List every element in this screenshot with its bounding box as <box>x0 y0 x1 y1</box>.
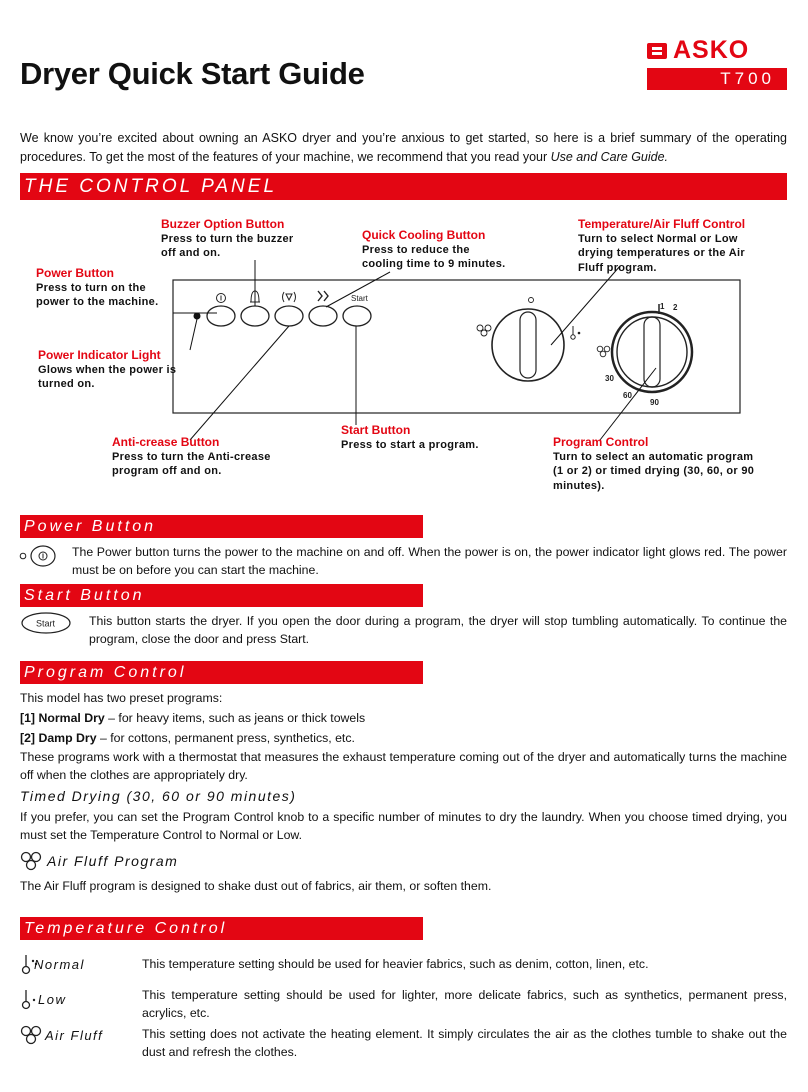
program-tick-2: 2 <box>673 303 678 312</box>
svg-text:Start: Start <box>36 618 56 629</box>
asko-logo-icon <box>647 41 667 61</box>
power-icon <box>217 294 226 303</box>
program-tick-60: 60 <box>623 391 632 400</box>
power-indicator-light <box>194 313 201 320</box>
program-callout: Program Control Turn to select an automatic program (1 or 2) or timed drying (30, 60, or 90 minutes). <box>553 435 755 492</box>
thermostat-text: These programs work with a thermostat that measures the exhaust temperature coming out of the dryer and automatically turns the machine off when the clothes are appropriately dry. <box>20 750 787 782</box>
quick-cool-button <box>309 306 337 326</box>
program-fan-icon <box>597 346 610 357</box>
buzzer-callout: Buzzer Option Button Press to turn the buzzer off and on. <box>161 217 294 259</box>
start-section-text: This button starts the dryer. If you open the door during a program, the dryer will stop tumbling automatically. To continue the program, close the door and press Start. <box>89 614 787 646</box>
power-button-icon <box>17 543 57 569</box>
anticrease-icon <box>283 292 296 302</box>
start-callout: Start Button Press to start a program. <box>341 423 479 451</box>
power-button <box>207 306 235 326</box>
brand-name: ASKO <box>673 36 750 64</box>
temp-row-label: Low <box>38 992 67 1007</box>
program-section-heading: Program Control <box>20 661 423 684</box>
temperature-knob <box>492 309 564 381</box>
program-knob <box>617 317 687 387</box>
program-tick-90: 90 <box>650 398 659 407</box>
care-guide-reference: Use and Care Guide. <box>550 150 669 164</box>
start-section-heading: Start Button <box>20 584 423 607</box>
program-tick-30: 30 <box>605 374 614 383</box>
model-number: T700 <box>647 68 787 90</box>
intro-paragraph: We know you’re excited about owning an ASKO dryer and you’re anxious to get started, so here is a brief summary of the operating procedures. To get the most of the features of your machine, we recommend that you read your Use and Care Guide. <box>20 131 787 164</box>
fan-icon <box>20 850 44 872</box>
quick-cool-icon <box>318 291 328 301</box>
temp-row-label: Normal <box>34 957 85 972</box>
temperature-callout: Temperature/Air Fluff Control Turn to select Normal or Low drying temperatures or the Air Fluff program. <box>578 217 746 274</box>
anticrease-button <box>275 306 303 326</box>
temp-row-text: This temperature setting should be used for lighter, more delicate fabrics, such as synthetics, permanent press, acrylics, etc. <box>142 988 787 1020</box>
power-section-text: The Power button turns the power to the machine on and off. When the power is on, the power indicator light glows red. The power must be on before you can start the machine. <box>72 545 787 577</box>
air-fluff-text: The Air Fluff program is designed to shake dust out of fabrics, air them, or soften them. <box>20 879 492 893</box>
brand-logo <box>647 36 787 90</box>
thermometer-icon <box>20 988 40 1010</box>
low-temp-dot <box>529 298 534 303</box>
program-item: [1] Normal Dry – for heavy items, such as jeans or thick towels <box>20 711 366 725</box>
program-intro: This model has two preset programs: <box>20 691 223 705</box>
air-fluff-heading: Air Fluff Program <box>47 853 179 869</box>
buzzer-button <box>241 306 269 326</box>
anticrease-callout: Anti-crease Button Press to turn the Anti-crease program off and on. <box>112 435 271 477</box>
quick-cooling-callout: Quick Cooling Button Press to reduce the cooling time to 9 minutes. <box>362 228 506 270</box>
control-panel-heading: THE CONTROL PANEL <box>20 173 787 200</box>
start-button <box>343 306 371 326</box>
temperature-section-heading: Temperature Control <box>20 917 423 940</box>
temp-row-label: Air Fluff <box>45 1028 104 1043</box>
program-item: [2] Damp Dry – for cottons, permanent press, synthetics, etc. <box>20 731 355 745</box>
timed-drying-text: If you prefer, you can set the Program Control knob to a specific number of minutes to dry the laundry. When you choose timed drying, you must set the Temperature Control to Normal or Low. <box>20 810 787 842</box>
indicator-callout: Power Indicator Light Glows when the power is turned on. <box>38 348 177 390</box>
fan-icon <box>477 325 491 336</box>
power-callout: Power Button Press to turn on the power to the machine. <box>36 266 159 308</box>
thermometer-icon <box>571 326 580 339</box>
temp-row-text: This temperature setting should be used for heavier fabrics, such as denim, cotton, linen, etc. <box>142 957 649 971</box>
start-label: Start <box>351 294 368 303</box>
page-title: Dryer Quick Start Guide <box>20 56 365 91</box>
start-button-icon <box>20 611 72 635</box>
program-tick-1: 1 <box>660 302 665 311</box>
temp-row-text: This setting does not activate the heating element. It simply circulates the air as the clothes tumble to shake out the dust and refresh the clothes. <box>142 1027 787 1059</box>
fan-icon <box>20 1024 44 1046</box>
power-section-heading: Power Button <box>20 515 423 538</box>
timed-drying-heading: Timed Drying (30, 60 or 90 minutes) <box>20 788 297 804</box>
